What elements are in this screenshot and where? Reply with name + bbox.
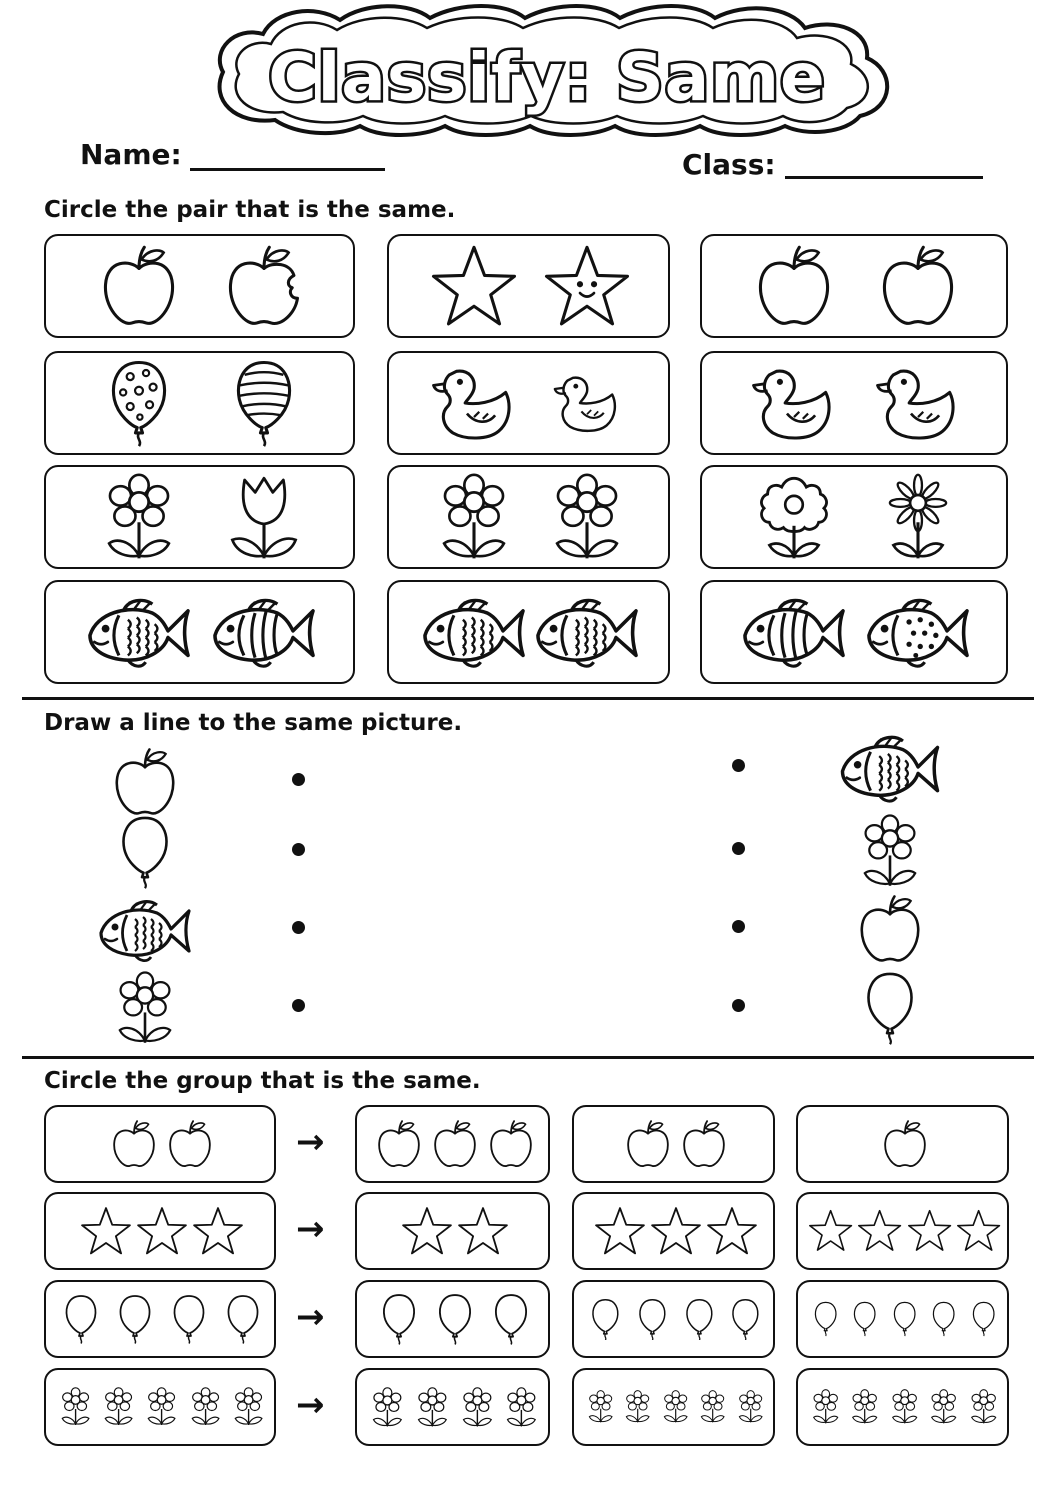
tulip-icon <box>220 473 308 561</box>
daisy-icon <box>430 473 518 561</box>
name-label: Name: <box>80 138 182 171</box>
pair-box[interactable] <box>44 234 355 338</box>
balloon-icon <box>164 1294 214 1344</box>
option-group-box[interactable] <box>796 1192 1009 1270</box>
star-icon <box>594 1205 646 1257</box>
daisy-icon <box>734 1390 767 1423</box>
option-group-box[interactable] <box>355 1192 550 1270</box>
spiky-flower-icon <box>874 473 962 561</box>
option-group-box[interactable] <box>355 1105 550 1183</box>
pair-box[interactable] <box>387 580 670 684</box>
option-group-box[interactable] <box>572 1105 775 1183</box>
daisy-icon <box>847 1389 882 1424</box>
balloon-icon <box>373 1293 425 1345</box>
option-group-box[interactable] <box>355 1368 550 1446</box>
star-icon <box>80 1205 132 1257</box>
name-field[interactable] <box>190 168 385 171</box>
daisy-icon <box>99 1387 138 1426</box>
arrow-icon: → <box>296 1297 325 1337</box>
star-icon <box>956 1208 1001 1253</box>
given-group-box <box>44 1280 276 1358</box>
pair-box[interactable] <box>44 465 355 569</box>
left-dot[interactable] <box>292 999 305 1012</box>
balloon-icon <box>429 1293 481 1345</box>
apple-icon <box>108 745 182 819</box>
daisy-icon <box>367 1387 408 1428</box>
star-icon <box>808 1208 853 1253</box>
daisy-icon <box>142 1387 181 1426</box>
balloon-icon <box>218 1294 268 1344</box>
balloon-icon <box>485 1293 537 1345</box>
balloon-dotted-icon <box>95 359 183 447</box>
balloon-icon <box>678 1298 721 1341</box>
balloon-icon <box>108 815 182 889</box>
right-dot[interactable] <box>732 999 745 1012</box>
star-icon <box>706 1205 758 1257</box>
pair-box[interactable] <box>700 234 1008 338</box>
fish-scaled-icon <box>836 730 944 806</box>
fish-scaled-icon <box>418 593 530 671</box>
given-group-box <box>44 1368 276 1446</box>
apple-icon <box>879 1118 931 1170</box>
pair-box[interactable] <box>44 580 355 684</box>
arrow-icon: → <box>296 1122 325 1162</box>
left-dot[interactable] <box>292 921 305 934</box>
duck-small-icon <box>552 368 622 438</box>
daisy-icon <box>853 814 927 888</box>
pair-box[interactable] <box>387 465 670 569</box>
fish-scaled-icon <box>531 593 643 671</box>
duck-icon <box>750 359 838 447</box>
star-icon <box>650 1205 702 1257</box>
section1-instruction: Circle the pair that is the same. <box>44 197 456 223</box>
star-icon <box>192 1205 244 1257</box>
right-dot[interactable] <box>732 759 745 772</box>
option-group-box[interactable] <box>796 1280 1009 1358</box>
fish-striped-icon <box>208 593 320 671</box>
fish-scaled-icon <box>83 593 195 671</box>
pair-box[interactable] <box>387 351 670 455</box>
right-dot[interactable] <box>732 842 745 855</box>
star-smiling-icon <box>543 242 631 330</box>
duck-icon <box>874 359 962 447</box>
star-icon <box>857 1208 902 1253</box>
daisy-icon <box>501 1387 542 1428</box>
option-group-box[interactable] <box>572 1192 775 1270</box>
balloon-icon <box>966 1301 1001 1336</box>
pair-box[interactable] <box>44 351 355 455</box>
class-field[interactable] <box>785 176 983 179</box>
daisy-icon <box>543 473 631 561</box>
pair-box[interactable] <box>700 351 1008 455</box>
daisy-icon <box>457 1387 498 1428</box>
pair-box[interactable] <box>700 465 1008 569</box>
left-dot[interactable] <box>292 843 305 856</box>
divider-2 <box>22 1056 1034 1059</box>
arrow-icon: → <box>296 1209 325 1249</box>
daisy-icon <box>696 1390 729 1423</box>
option-group-box[interactable] <box>796 1105 1009 1183</box>
daisy-icon <box>808 1389 843 1424</box>
fish-scaled-icon <box>95 895 195 965</box>
balloon-icon <box>56 1294 106 1344</box>
apple-icon <box>373 1118 425 1170</box>
option-group-box[interactable] <box>355 1280 550 1358</box>
apple-icon <box>874 242 962 330</box>
given-group-box <box>44 1105 276 1183</box>
star-icon <box>907 1208 952 1253</box>
daisy-icon <box>95 473 183 561</box>
apple-icon <box>164 1118 216 1170</box>
apple-icon <box>429 1118 481 1170</box>
apple-icon <box>108 1118 160 1170</box>
divider-1 <box>22 697 1034 700</box>
option-group-box[interactable] <box>572 1368 775 1446</box>
balloon-icon <box>887 1301 922 1336</box>
apple-icon <box>678 1118 730 1170</box>
balloon-icon <box>584 1298 627 1341</box>
apple-icon <box>853 892 927 966</box>
given-group-box <box>44 1192 276 1270</box>
balloon-icon <box>808 1301 843 1336</box>
daisy-icon <box>108 971 182 1045</box>
balloon-striped-icon <box>220 359 308 447</box>
apple-icon <box>95 242 183 330</box>
apple-icon <box>622 1118 674 1170</box>
apple-icon <box>750 242 838 330</box>
section3-instruction: Circle the group that is the same. <box>44 1068 481 1094</box>
daisy-icon <box>659 1390 692 1423</box>
option-group-box[interactable] <box>796 1368 1009 1446</box>
daisy-icon <box>887 1389 922 1424</box>
star-icon <box>457 1205 509 1257</box>
daisy-icon <box>229 1387 268 1426</box>
option-group-box[interactable] <box>572 1280 775 1358</box>
balloon-icon <box>853 971 927 1045</box>
page-title: Classify: Same <box>268 39 826 116</box>
arrow-icon: → <box>296 1385 325 1425</box>
daisy-icon <box>412 1387 453 1428</box>
fish-striped-icon <box>738 593 850 671</box>
round-flower-icon <box>750 473 838 561</box>
title-cloud <box>205 0 905 140</box>
daisy-icon <box>186 1387 225 1426</box>
apple-bitten-icon <box>220 242 308 330</box>
daisy-icon <box>584 1390 617 1423</box>
star-icon <box>430 242 518 330</box>
balloon-icon <box>110 1294 160 1344</box>
daisy-icon <box>966 1389 1001 1424</box>
balloon-icon <box>631 1298 674 1341</box>
apple-icon <box>485 1118 537 1170</box>
right-dot[interactable] <box>732 920 745 933</box>
balloon-icon <box>847 1301 882 1336</box>
duck-icon <box>430 359 518 447</box>
balloon-icon <box>724 1298 767 1341</box>
pair-box[interactable] <box>387 234 670 338</box>
section2-instruction: Draw a line to the same picture. <box>44 710 463 736</box>
fish-dotted-icon <box>862 593 974 671</box>
daisy-icon <box>56 1387 95 1426</box>
left-dot[interactable] <box>292 773 305 786</box>
class-label: Class: <box>682 148 776 181</box>
star-icon <box>401 1205 453 1257</box>
pair-box[interactable] <box>700 580 1008 684</box>
daisy-icon <box>621 1390 654 1423</box>
star-icon <box>136 1205 188 1257</box>
balloon-icon <box>926 1301 961 1336</box>
daisy-icon <box>926 1389 961 1424</box>
